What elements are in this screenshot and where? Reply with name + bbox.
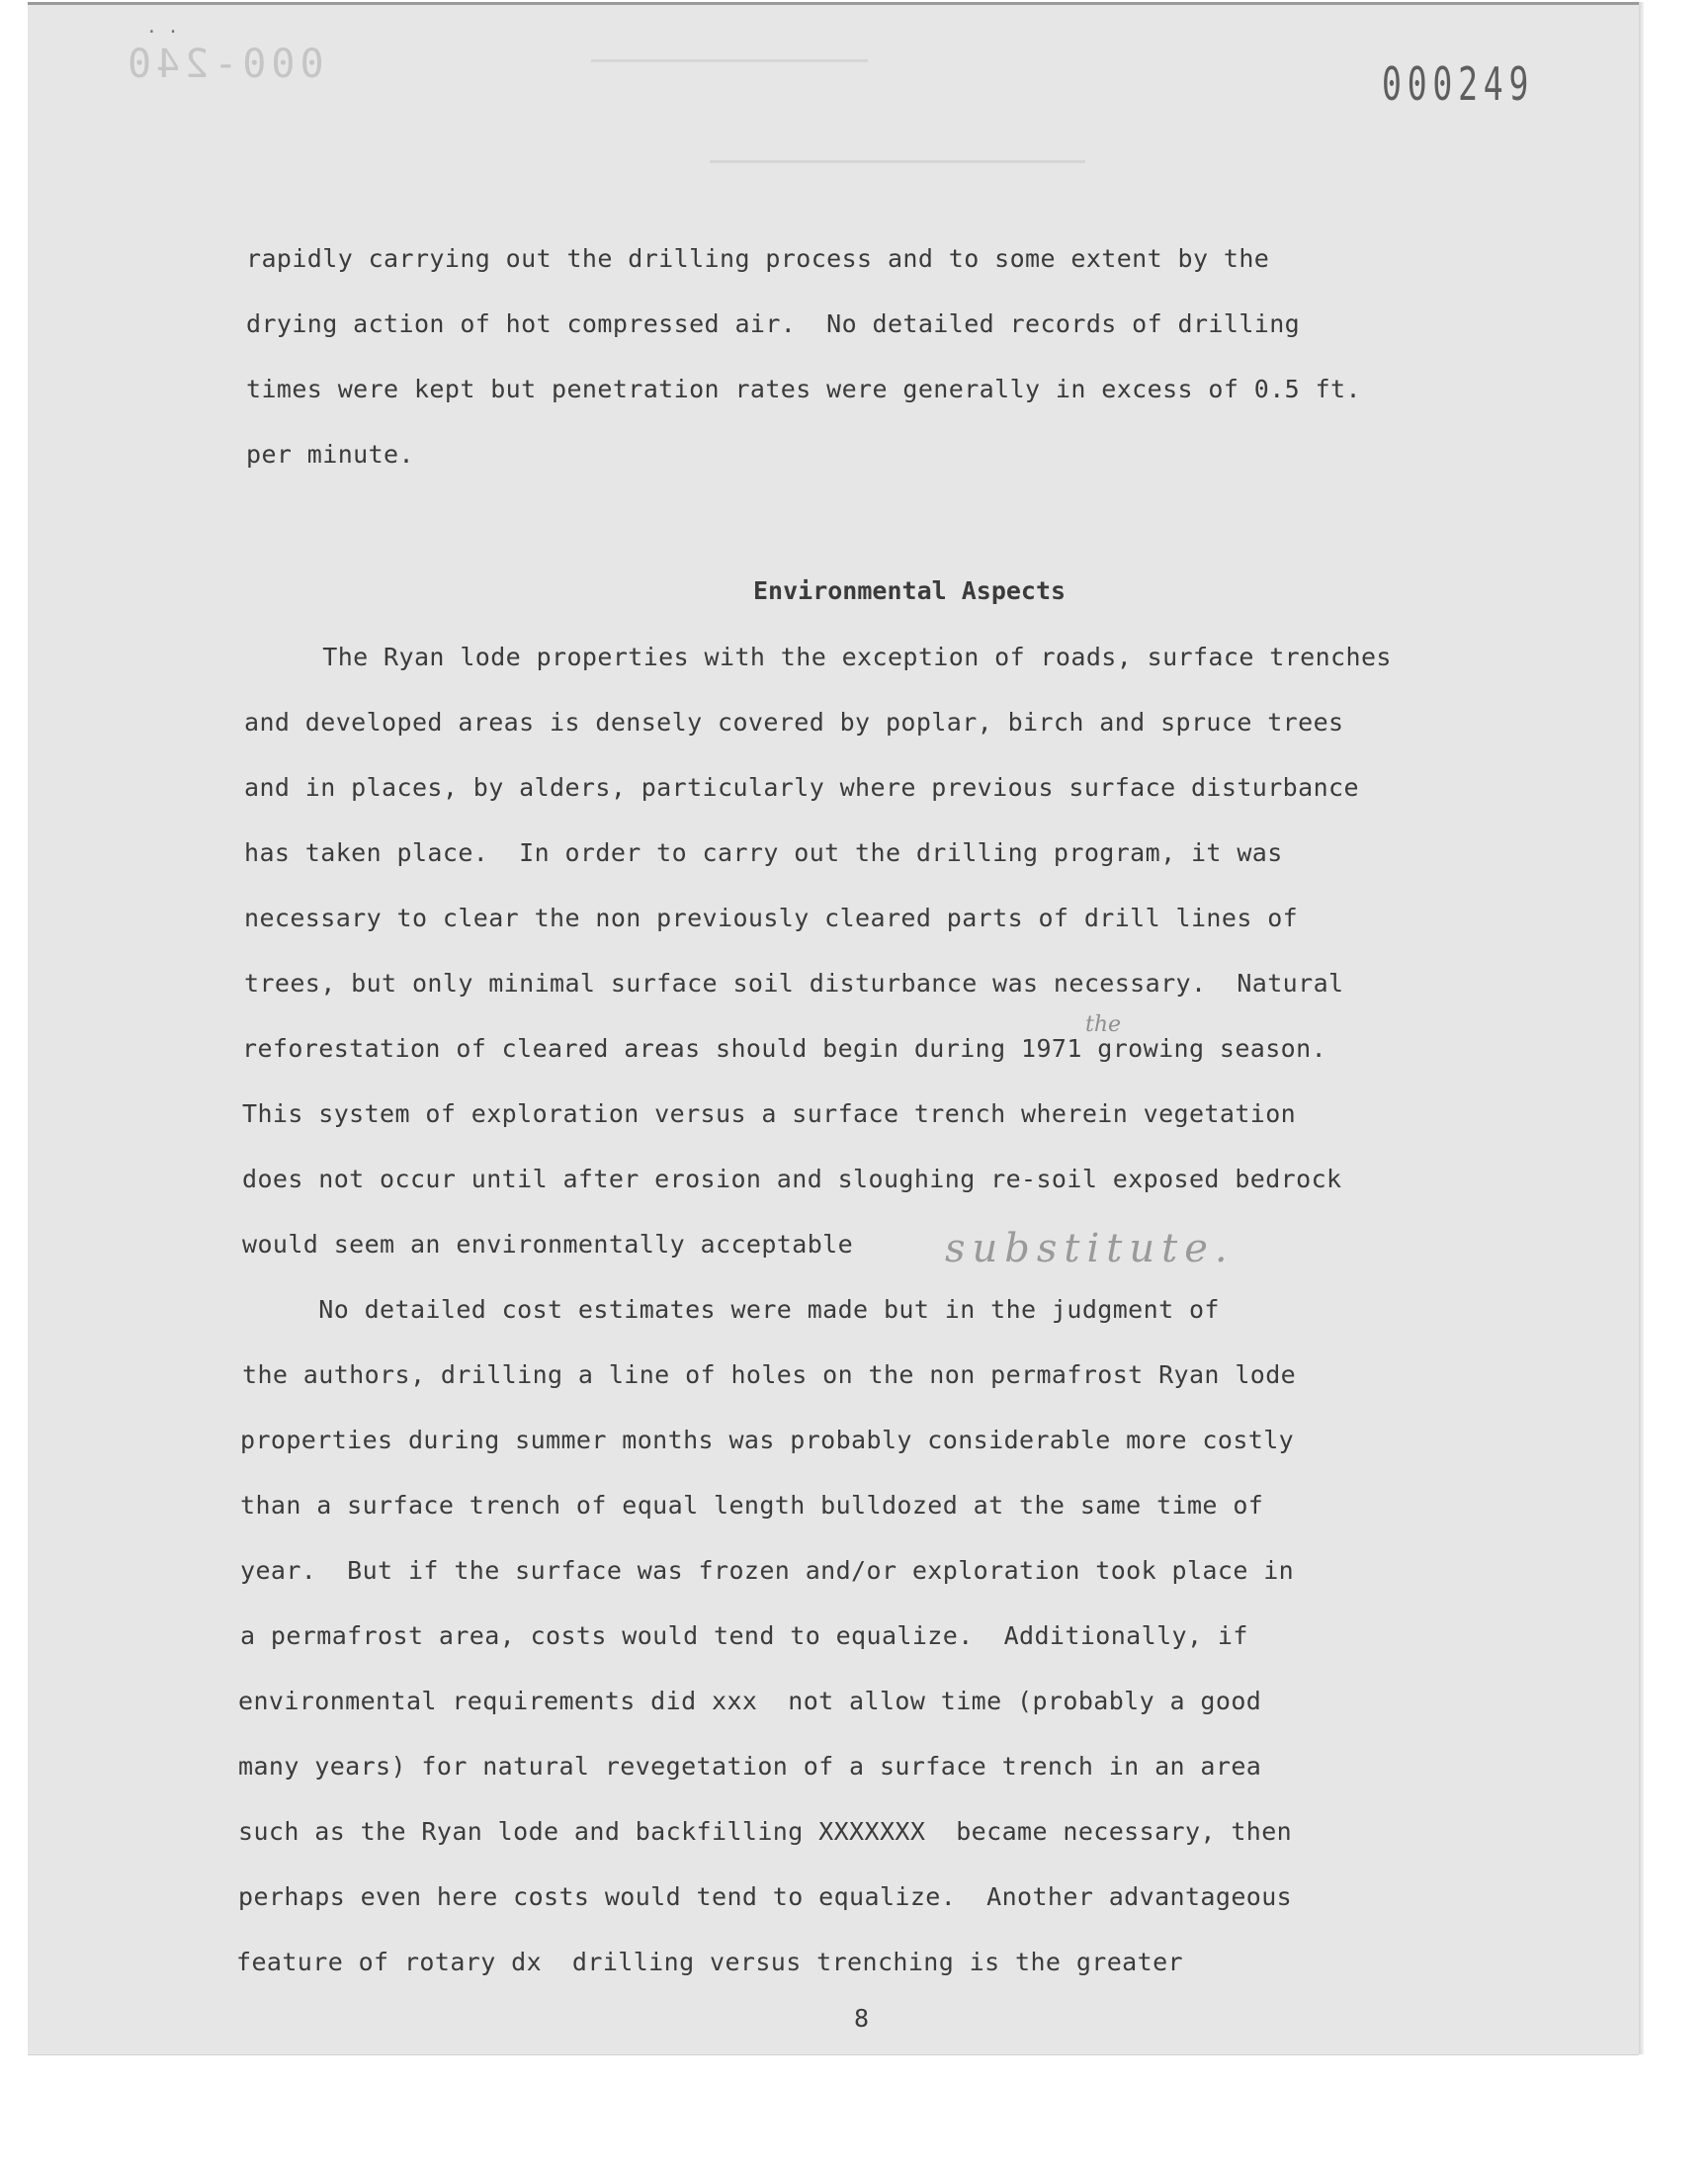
text-line: a permafrost area, costs would tend to equalize. Additionally, if — [240, 1621, 1248, 1650]
text-line: properties during summer months was probably considerable more costly — [240, 1426, 1295, 1454]
text-line: perhaps even here costs would tend to equalize. Another advantageous — [238, 1882, 1293, 1911]
document-page — [28, 2, 1639, 2054]
bleed-through-mark — [710, 160, 1085, 163]
text-line: rapidly carrying out the drilling process and to some extent by the — [246, 244, 1270, 273]
text-line: has taken place. In order to carry out the drilling program, it was — [244, 838, 1283, 867]
handwritten-insert: the — [1085, 1012, 1122, 1037]
page-number: 8 — [854, 2004, 870, 2033]
scan-specks: · · — [146, 22, 179, 43]
text-line: reforestation of cleared areas should begin during 1971 growing season. — [242, 1034, 1327, 1063]
document-number: 000249 — [1382, 57, 1535, 111]
text-line: the authors, drilling a line of holes on the non permafrost Ryan lode — [242, 1360, 1297, 1389]
text-line: No detailed cost estimates were made but in the judgment of — [242, 1295, 1220, 1324]
text-line: many years) for natural revegetation of a surface trench in an area — [238, 1752, 1262, 1781]
text-line: would seem an environmentally acceptable — [242, 1230, 854, 1259]
text-line: and in places, by alders, particularly where previous surface disturbance — [244, 773, 1359, 802]
text-line: such as the Ryan lode and backfilling XXXXXXX became necessary, then — [238, 1817, 1293, 1846]
text-line: trees, but only minimal surface soil disturbance was necessary. Natural — [244, 969, 1344, 998]
text-line: and developed areas is densely covered by poplar, birch and spruce trees — [244, 708, 1344, 737]
text-line: per minute. — [246, 440, 414, 469]
page-top-edge — [28, 2, 1639, 5]
text-line: drying action of hot compressed air. No detailed records of drilling — [246, 309, 1301, 338]
text-line: year. But if the surface was frozen and/or exploration took place in — [240, 1556, 1295, 1585]
handwritten-word: substitute. — [945, 1226, 1235, 1271]
text-line: necessary to clear the non previously cleared parts of drill lines of — [244, 904, 1299, 932]
text-line: environmental requirements did xxx not allow time (probably a good — [238, 1687, 1262, 1715]
text-line: than a surface trench of equal length bulldozed at the same time of — [240, 1491, 1264, 1520]
bleed-through-number: 000-240 — [123, 42, 324, 87]
section-heading: Environmental Aspects — [753, 576, 1067, 605]
text-line: does not occur until after erosion and sloughing re-soil exposed bedrock — [242, 1165, 1342, 1193]
text-line: This system of exploration versus a surface trench wherein vegetation — [242, 1099, 1297, 1128]
text-line: feature of rotary dx drilling versus trenching is the greater — [236, 1948, 1183, 1976]
bleed-through-mark — [591, 59, 868, 62]
text-line: times were kept but penetration rates were generally in excess of 0.5 ft. — [246, 375, 1361, 403]
page-right-edge — [1639, 2, 1644, 2054]
text-line: The Ryan lode properties with the exception of roads, surface trenches — [246, 643, 1392, 671]
